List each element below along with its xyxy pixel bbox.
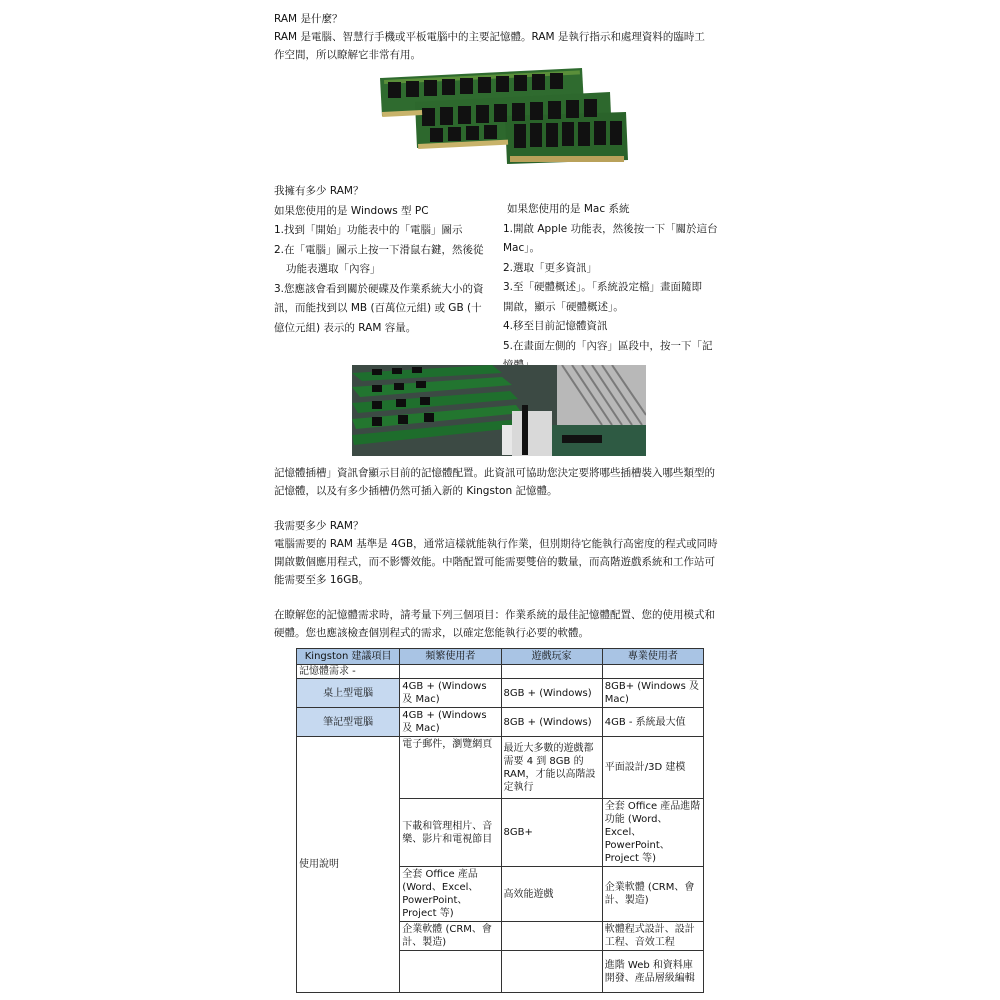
table-cell xyxy=(501,922,602,951)
table-cell: 電子郵件，瀏覽網頁 xyxy=(400,737,501,799)
need-title: 我需要多少 RAM？ xyxy=(274,520,364,532)
windows-heading: 如果您使用的是 Windows 型 PC xyxy=(274,204,429,217)
notebook-label: 筆記型電腦 xyxy=(297,708,400,737)
table-cell xyxy=(501,951,602,993)
header-recommendation: Kingston 建議項目 xyxy=(297,649,400,665)
need-line: 能需要至多 16GB。 xyxy=(274,574,370,586)
mac-step: 3.至「硬體概述」。「系統設定檔」畫面隨即 xyxy=(503,281,703,293)
table-cell: 8GB+ (Windows 及 Mac) xyxy=(602,679,703,708)
mac-step: 2.選取「更多資訊」 xyxy=(503,261,598,274)
table-cell: 4GB + (Windows 及 Mac) xyxy=(400,708,501,737)
table-cell: 全套 Office 產品進階功能 (Word、Excel、PowerPoint、Project 等) xyxy=(602,799,703,867)
table-row xyxy=(297,665,704,679)
table-cell: 8GB + (Windows) xyxy=(501,679,602,708)
recommendation-table xyxy=(296,648,704,993)
table-cell xyxy=(400,951,501,993)
slots-line: 記憶體，以及有多少插槽仍然可插入新的 Kingston 記憶體。 xyxy=(274,485,558,497)
empty-cell xyxy=(602,665,703,679)
table-row xyxy=(297,679,704,708)
intro-line: RAM 是電腦、智慧行手機或平板電腦中的主要記憶體。RAM 是執行指示和處理資料的臨時工 xyxy=(274,31,705,43)
windows-step: 2.在「電腦」圖示上按一下滑鼠右鍵，然後從 xyxy=(274,243,484,256)
mac-step: Mac」。 xyxy=(503,242,541,254)
empty-cell xyxy=(400,665,501,679)
mac-step: 4.移至目前記憶體資訊 xyxy=(503,320,608,332)
table-cell: 企業軟體 (CRM、會計、製造) xyxy=(400,922,501,951)
need-line: 電腦需要的 RAM 基準是 4GB，通常這樣就能執行作業，但別期待它能執行高密度的程式或同時 xyxy=(274,538,718,550)
empty-cell xyxy=(501,665,602,679)
header-gamer: 遊戲玩家 xyxy=(501,649,602,665)
header-pro-user: 專業使用者 xyxy=(602,649,703,665)
mac-step: 開啟，顯示「硬體概述」。 xyxy=(503,300,624,313)
ram-modules-photo xyxy=(370,66,630,178)
windows-step: 功能表選取「內容」 xyxy=(286,263,381,275)
table-row xyxy=(297,737,704,799)
intro-section xyxy=(274,10,726,64)
consider-line: 在瞭解您的記憶體需求時，請考量下列三個項目：作業系統的最佳記憶體配置、您的使用模式和 xyxy=(274,609,715,621)
slots-section xyxy=(274,464,726,500)
slots-line: 記憶體插槽」資訊會顯示目前的記憶體配置。此資訊可協助您決定要將哪些插槽裝入哪些類型的 xyxy=(274,467,715,479)
table-cell: 全套 Office 產品 (Word、Excel、PowerPoint、Project 等) xyxy=(400,867,501,922)
table-cell: 軟體程式設計、設計工程、音效工程 xyxy=(602,922,703,951)
how-much-title: 我擁有多少 RAM？ xyxy=(274,185,364,197)
windows-step: 3.您應該會看到關於硬碟及作業系統大小的資 xyxy=(274,282,484,295)
mac-instructions xyxy=(503,200,725,376)
table-cell: 企業軟體 (CRM、會計、製造) xyxy=(602,867,703,922)
memory-slots-photo xyxy=(352,365,646,456)
heatsink xyxy=(557,365,646,425)
table-cell: 平面設計/3D 建模 xyxy=(602,737,703,799)
desktop-label: 桌上型電腦 xyxy=(297,679,400,708)
consider-section xyxy=(274,606,726,642)
need-line: 開啟數個應用程式，而不影響效能。中階配置可能需要雙倍的數量，而高階遊戲系統和工作站可 xyxy=(274,556,715,568)
intro-title: RAM 是什麼？ xyxy=(274,13,343,25)
table-cell: 4GB + (Windows 及 Mac) xyxy=(400,679,501,708)
table-cell: 進階 Web 和資料庫開發、產品層級編輯 xyxy=(602,951,703,993)
consider-line: 硬體。您也應該檢查個別程式的需求，以確定您能執行必要的軟體。 xyxy=(274,627,589,639)
windows-step: 億位元組) 表示的 RAM 容量。 xyxy=(274,321,417,334)
need-section xyxy=(274,517,726,589)
table-cell: 8GB+ xyxy=(501,799,602,867)
windows-step: 訊，而能找到以 MB (百萬位元組) 或 GB (十 xyxy=(274,302,482,314)
table-cell: 8GB + (Windows) xyxy=(501,708,602,737)
windows-instructions xyxy=(274,182,499,338)
table-cell: 下載和管理相片、音樂、影片和電視節目 xyxy=(400,799,501,867)
requirement-label: 記憶體需求 - xyxy=(297,665,400,679)
mac-step: 5.在畫面左側的「內容」區段中，按一下「記 xyxy=(503,339,713,352)
header-frequent-user: 頻繁使用者 xyxy=(400,649,501,665)
usage-label: 使用說明 xyxy=(297,737,400,993)
table-cell: 最近大多數的遊戲都需要 4 到 8GB 的 RAM，才能以高階設定執行 xyxy=(501,737,602,799)
intro-line: 作空間，所以瞭解它非常有用。 xyxy=(274,49,421,61)
mac-heading: 如果您使用的是 Mac 系統 xyxy=(507,203,630,215)
table-header-row xyxy=(297,649,704,665)
table-cell: 4GB - 系統最大值 xyxy=(602,708,703,737)
mac-step: 1.開啟 Apple 功能表，然後按一下「關於這台 xyxy=(503,222,718,235)
table-cell: 高效能遊戲 xyxy=(501,867,602,922)
table-row xyxy=(297,708,704,737)
windows-step: 1.找到「開始」功能表中的「電腦」圖示 xyxy=(274,224,463,236)
